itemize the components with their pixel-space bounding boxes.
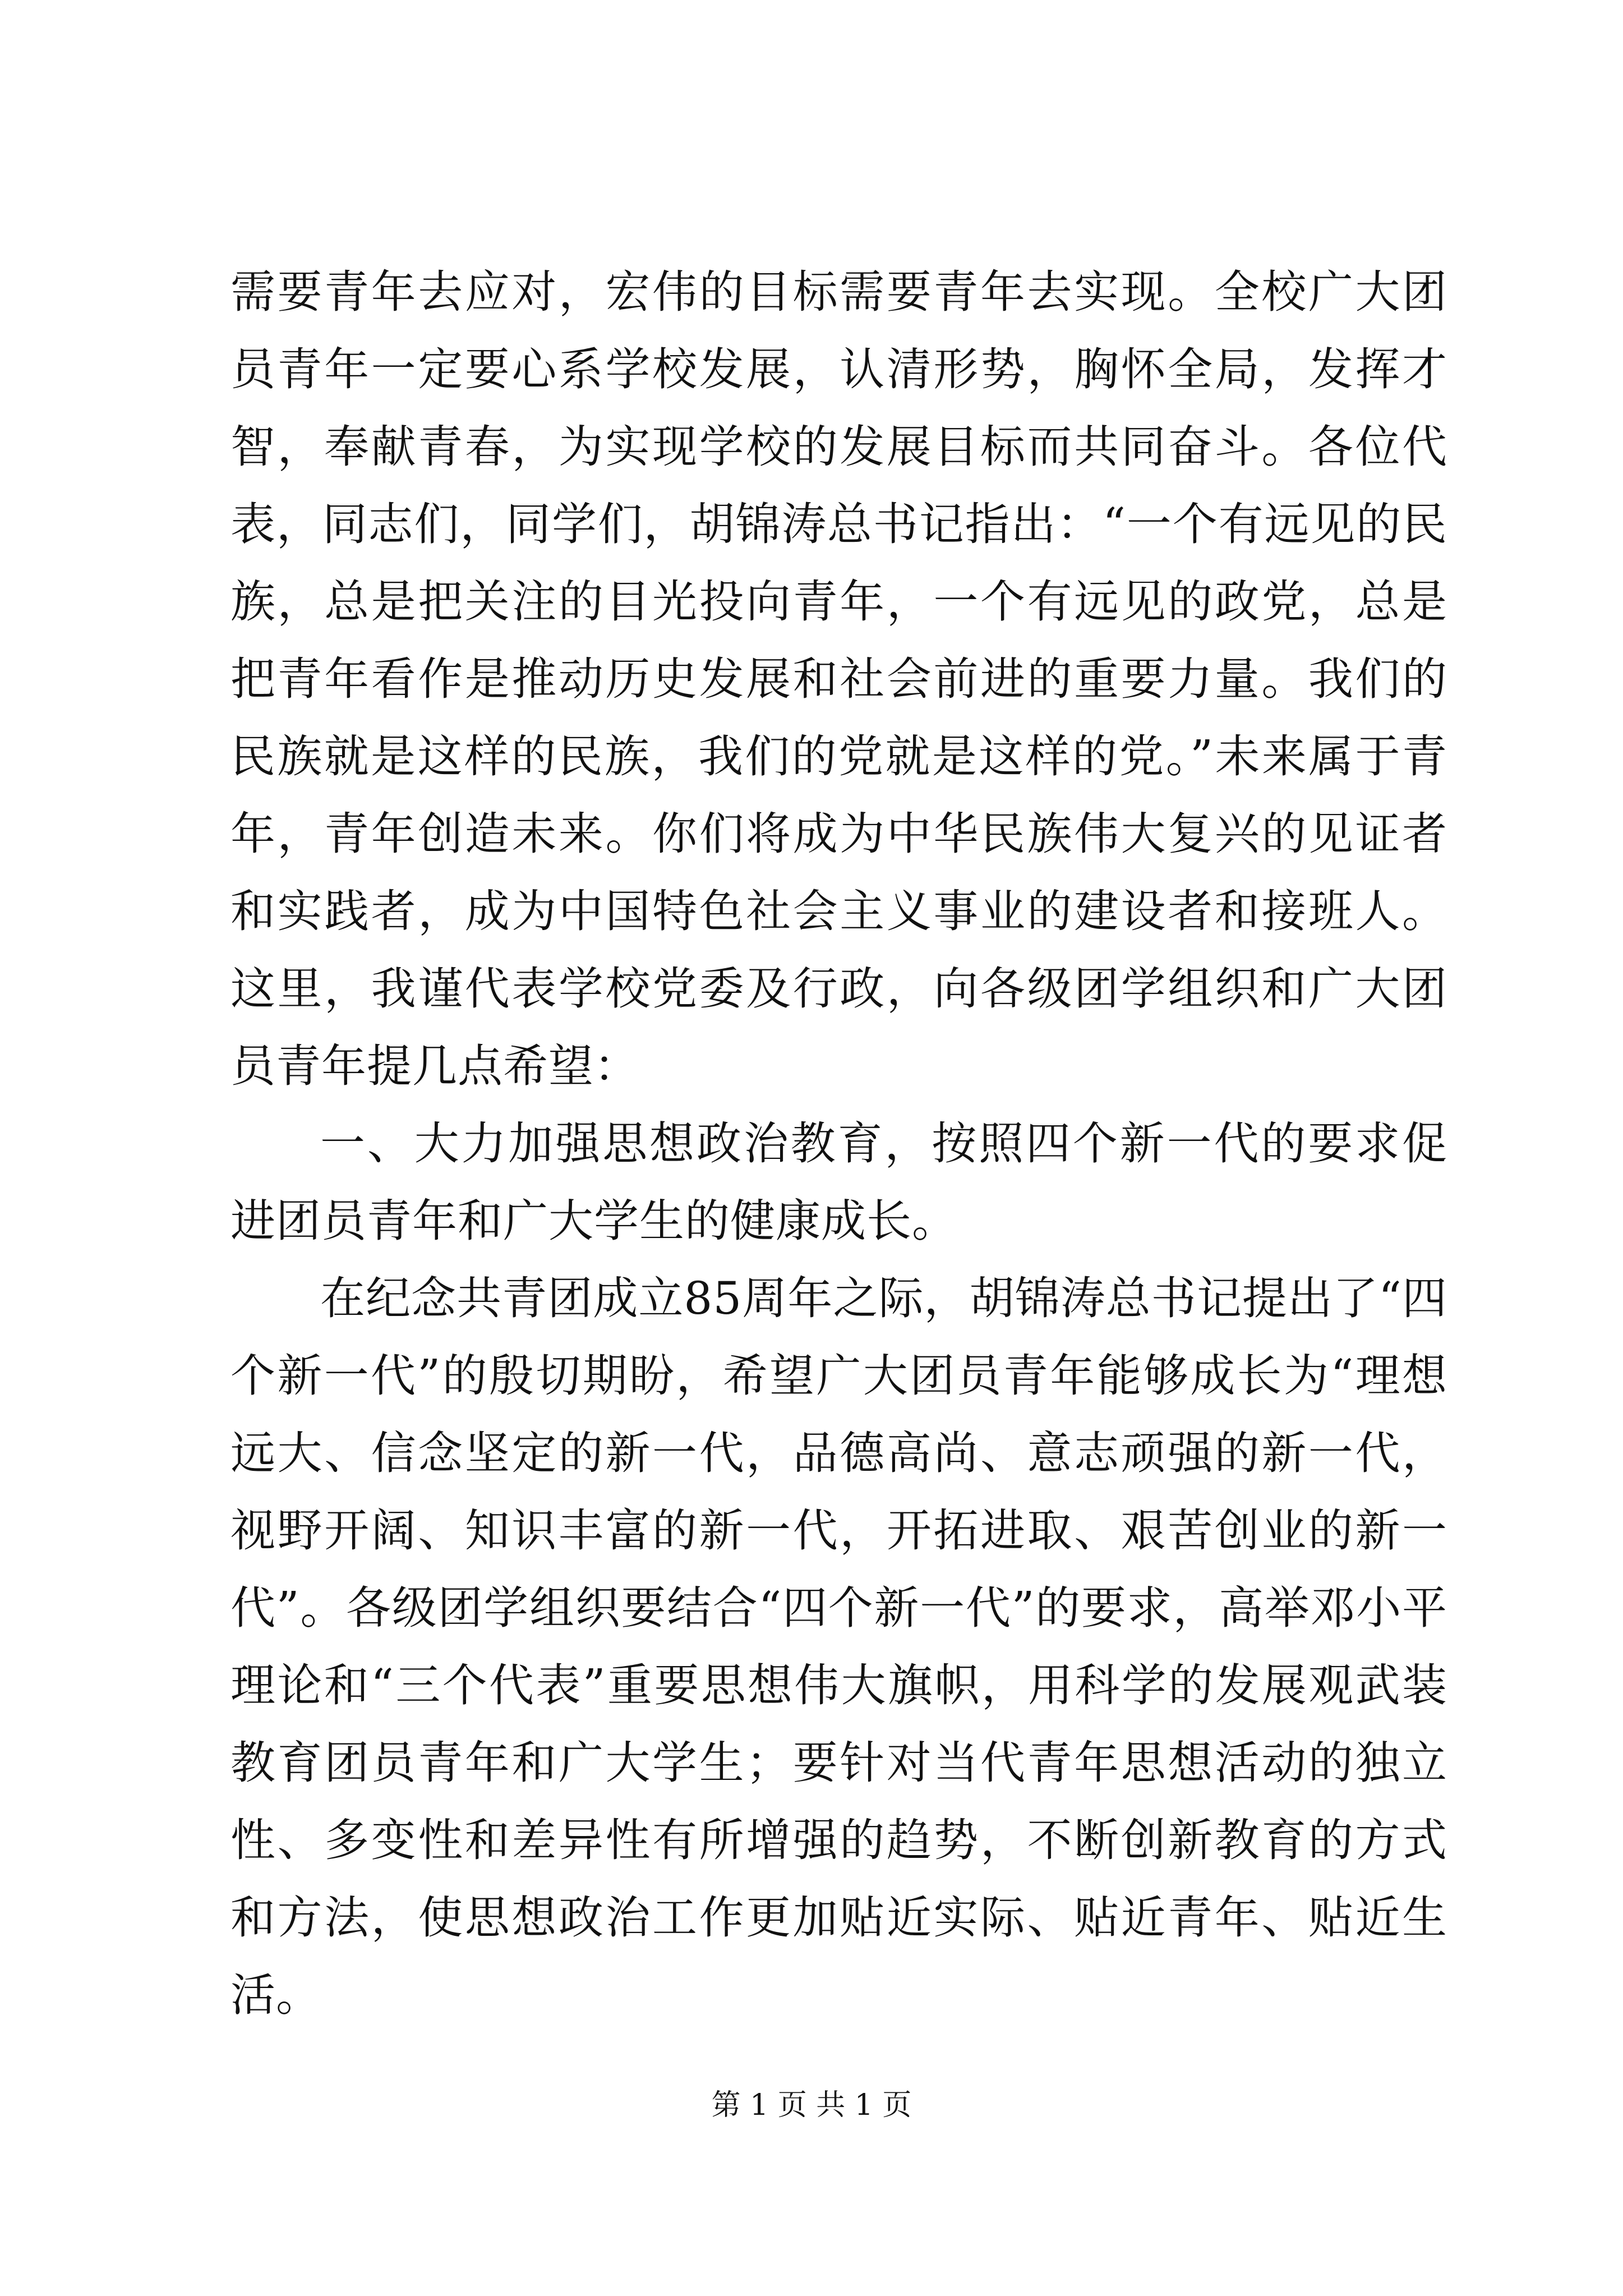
- paragraph-body: 在纪念共青团成立85周年之际，胡锦涛总书记提出了“四个新一代”的殷切期盼，希望广大团员青年能够成长为“理想远大、信念坚定的新一代，品德高尚、意志顽强的新一代，视野开阔、知识丰富的新一代，开拓进取、艰苦创业的新一代”。各级团学组织要结合“四个新一代”的要求，高举邓小平理论和“三个代表”重要思想伟大旗帜，用科学的发展观武装教育团员青年和广大学生；要针对当代青年思想活动的独立性、多变性和差异性有所增强的趋势，不断创新教育的方式和方法，使思想政治工作更加贴近实际、贴近青年、贴近生活。: [230, 1272, 1447, 2021]
- document-body: [230, 254, 1447, 2034]
- paragraph-continuation: 需要青年去应对，宏伟的目标需要青年去实现。全校广大团员青年一定要心系学校发展，认清形势，胸怀全局，发挥才智，奉献青春，为实现学校的发展目标而共同奋斗。各位代表，同志们，同学们，胡锦涛总书记指出：“一个有远见的民族，总是把关注的目光投向青年，一个有远见的政党，总是把青年看作是推动历史发展和社会前进的重要力量。我们的民族就是这样的民族，我们的党就是这样的党。”未来属于青年，青年创造未来。你们将成为中华民族伟大复兴的见证者和实践者，成为中国特色社会主义事业的建设者和接班人。这里，我谨代表学校党委及行政，向各级团学组织和广大团员青年提几点希望：: [230, 266, 1447, 1092]
- paragraph-heading-one: 一、大力加强思想政治教育，按照四个新一代的要求促进团员青年和广大学生的健康成长。: [230, 1117, 1447, 1247]
- page-footer: 第 1 页 共 1 页: [711, 2088, 912, 2122]
